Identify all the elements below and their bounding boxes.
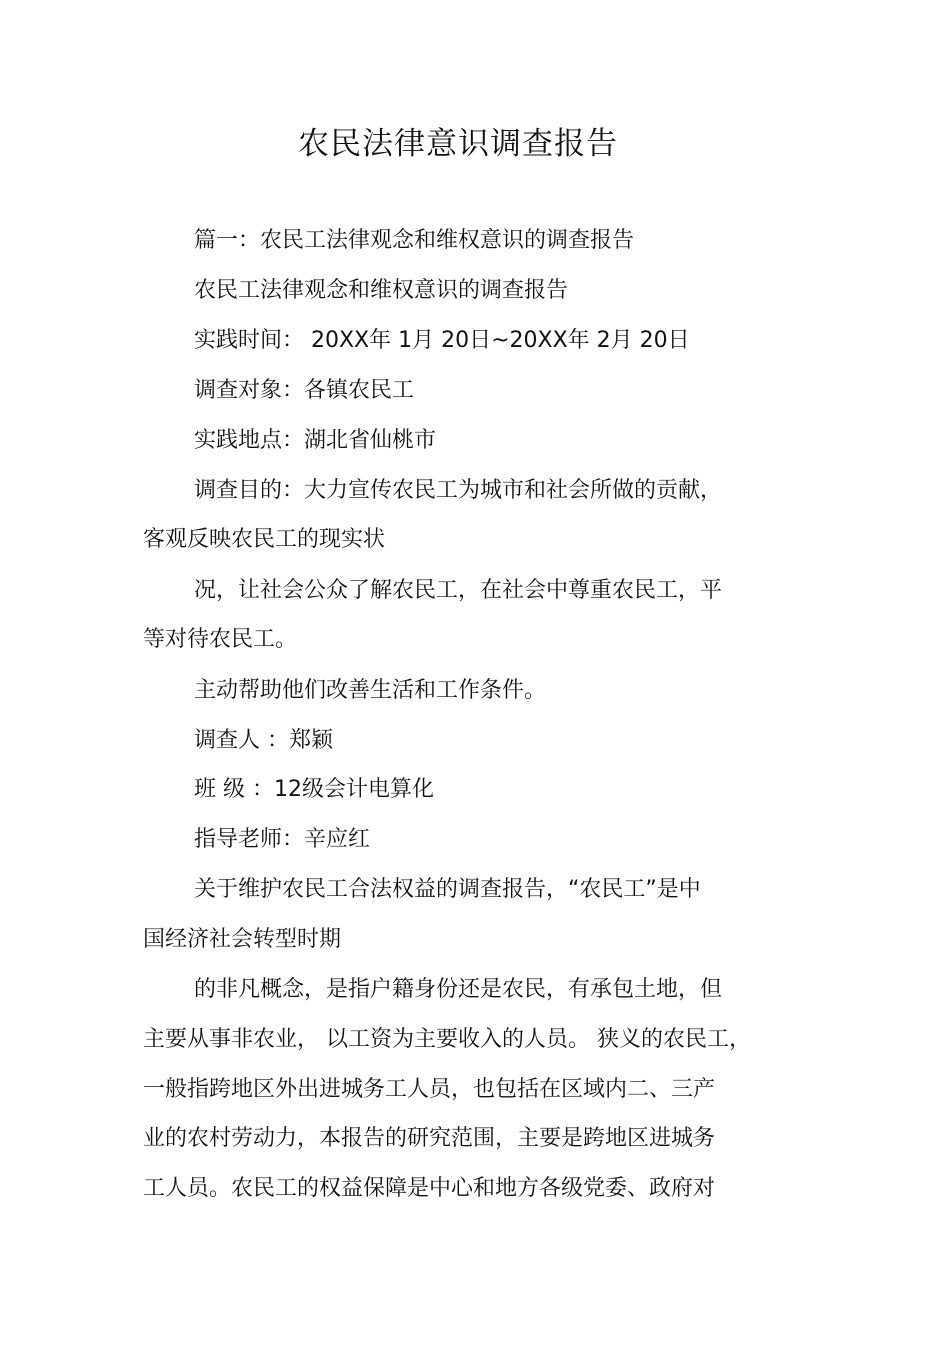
paragraph-line: 篇一：农民工法律观念和维权意识的调查报告 — [194, 228, 635, 253]
paragraph-line: 业的农村劳动力，本报告的研究范围，主要是跨地区进城务 — [143, 1126, 716, 1151]
paragraph-line: 调查对象：各镇农民工 — [194, 378, 415, 403]
paragraph-line: 调查人 ：郑颖 — [194, 728, 333, 753]
document-title: 农民法律意识调查报告 — [298, 126, 618, 162]
paragraph-line: 主要从事非农业， 以工资为主要收入的人员。 狭义的农民工， — [143, 1027, 751, 1052]
paragraph-line: 实践时间： 20XX年 1月 20日~20XX年 2月 20日 — [194, 328, 690, 353]
paragraph-line: 一般指跨地区外出进城务工人员，也包括在区域内二、三产 — [143, 1077, 716, 1102]
paragraph-line: 况，让社会公众了解农民工，在社会中尊重农民工，平 — [194, 578, 723, 603]
paragraph-line: 指导老师：辛应红 — [194, 827, 371, 852]
paragraph-line: 班 级 ：12级会计电算化 — [194, 777, 434, 802]
paragraph-line: 客观反映农民工的现实状 — [143, 527, 386, 552]
paragraph-line: 国经济社会转型时期 — [143, 927, 342, 952]
paragraph-line: 关于维护农民工合法权益的调查报告，“农民工”是中 — [194, 877, 701, 902]
paragraph-line: 工人员。农民工的权益保障是中心和地方各级党委、政府对 — [143, 1176, 716, 1201]
paragraph-line: 等对待农民工。 — [143, 627, 298, 652]
paragraph-line: 调查目的：大力宣传农民工为城市和社会所做的贡献， — [194, 478, 723, 503]
paragraph-line: 实践地点：湖北省仙桃市 — [194, 428, 437, 453]
paragraph-line: 的非凡概念，是指户籍身份还是农民，有承包土地，但 — [194, 977, 723, 1002]
paragraph-line: 农民工法律观念和维权意识的调查报告 — [194, 278, 569, 303]
paragraph-line: 主动帮助他们改善生活和工作条件。 — [194, 678, 547, 703]
